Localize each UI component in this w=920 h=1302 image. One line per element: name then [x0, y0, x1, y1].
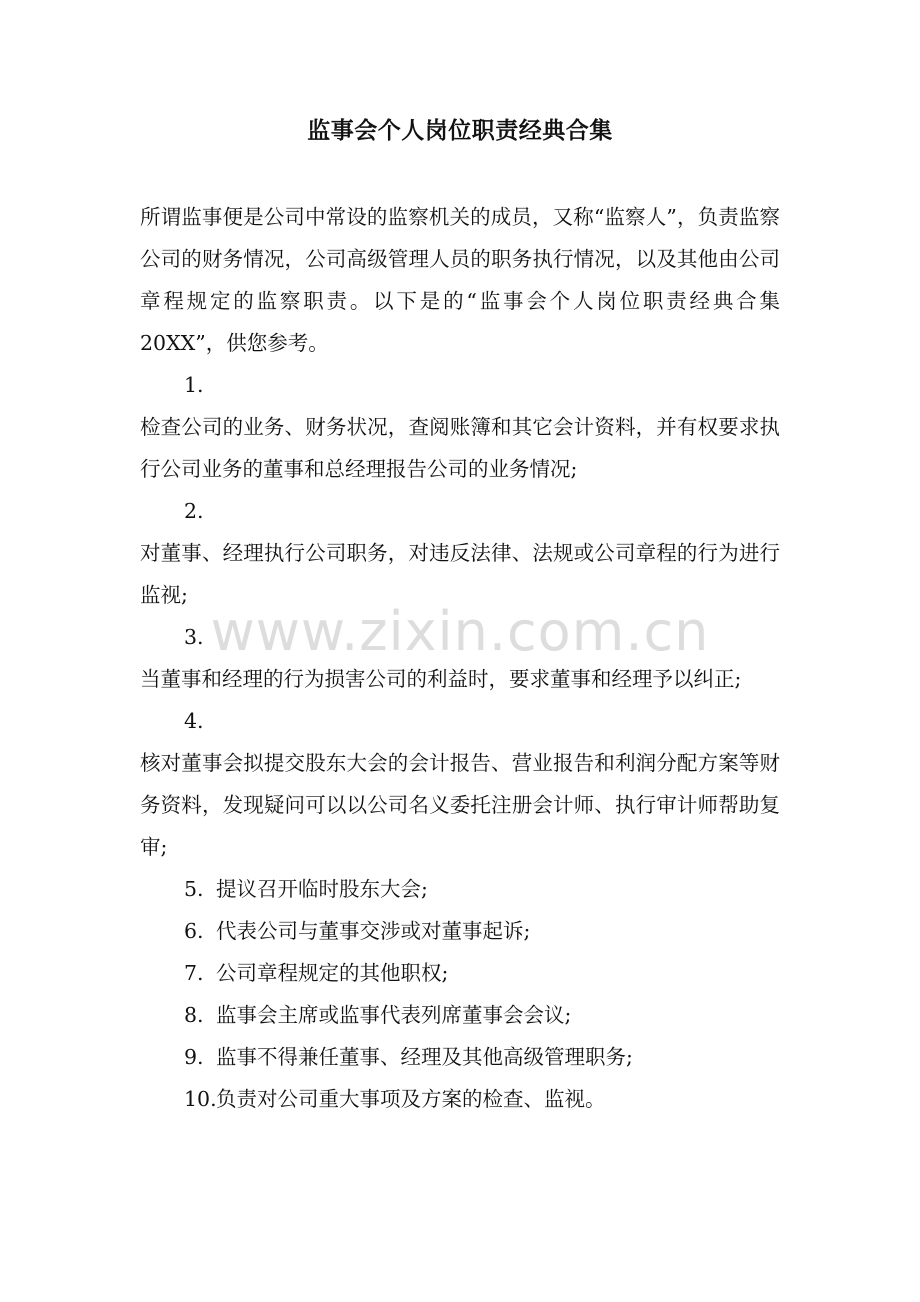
list-item	[140, 868, 780, 910]
item-text: 代表公司与董事交涉或对董事起诉;	[216, 919, 531, 943]
item-text: 提议召开临时股东大会;	[216, 877, 428, 901]
item-number: 10.	[184, 1087, 217, 1111]
item-text: 监事不得兼任董事、经理及其他高级管理职务;	[216, 1045, 633, 1069]
item-number: 6.	[184, 919, 204, 943]
item-number: 2.	[184, 499, 204, 523]
item-text: 检查公司的业务、财务状况，查阅账簿和其它会计资料，并有权要求执行公司业务的董事和总经理报告公司的业务情况;	[140, 415, 780, 481]
watermark: www.zixin.com.cn	[210, 600, 710, 663]
item-text: 核对董事会拟提交股东大会的会计报告、营业报告和利润分配方案等财务资料，发现疑问可以以公司名义委托注册会计师、执行审计师帮助复审;	[140, 751, 780, 859]
list-item	[140, 1078, 780, 1120]
item-number: 8.	[184, 1003, 204, 1027]
list-item	[140, 910, 780, 952]
item-text: 公司章程规定的其他职权;	[216, 961, 449, 985]
list-item	[140, 1036, 780, 1078]
item-number: 7.	[184, 961, 204, 985]
list-item	[140, 994, 780, 1036]
item-text: 当董事和经理的行为损害公司的利益时，要求董事和经理予以纠正;	[140, 667, 742, 691]
item-text: 监事会主席或监事代表列席董事会会议;	[216, 1003, 572, 1027]
item-number: 1.	[184, 373, 204, 397]
item-number: 4.	[184, 709, 204, 733]
intro-paragraph: 所谓监事便是公司中常设的监察机关的成员，又称“监察人”，负责监察公司的财务情况，公司高级管理人员的职务执行情况，以及其他由公司章程规定的监察职责。以下是的“监事会个人岗位职责经典合集20XX”，供您参考。	[140, 205, 780, 355]
item-text: 对董事、经理执行公司职务，对违反法律、法规或公司章程的行为进行监视;	[140, 541, 780, 607]
item-number: 9.	[184, 1045, 204, 1069]
list-item	[140, 952, 780, 994]
item-number: 3.	[184, 625, 204, 649]
item-number: 5.	[184, 877, 204, 901]
item-text: 负责对公司重大事项及方案的检查、监视。	[216, 1087, 606, 1111]
document-body	[140, 196, 780, 1120]
document-title: 监事会个人岗位职责经典合集	[307, 117, 613, 144]
